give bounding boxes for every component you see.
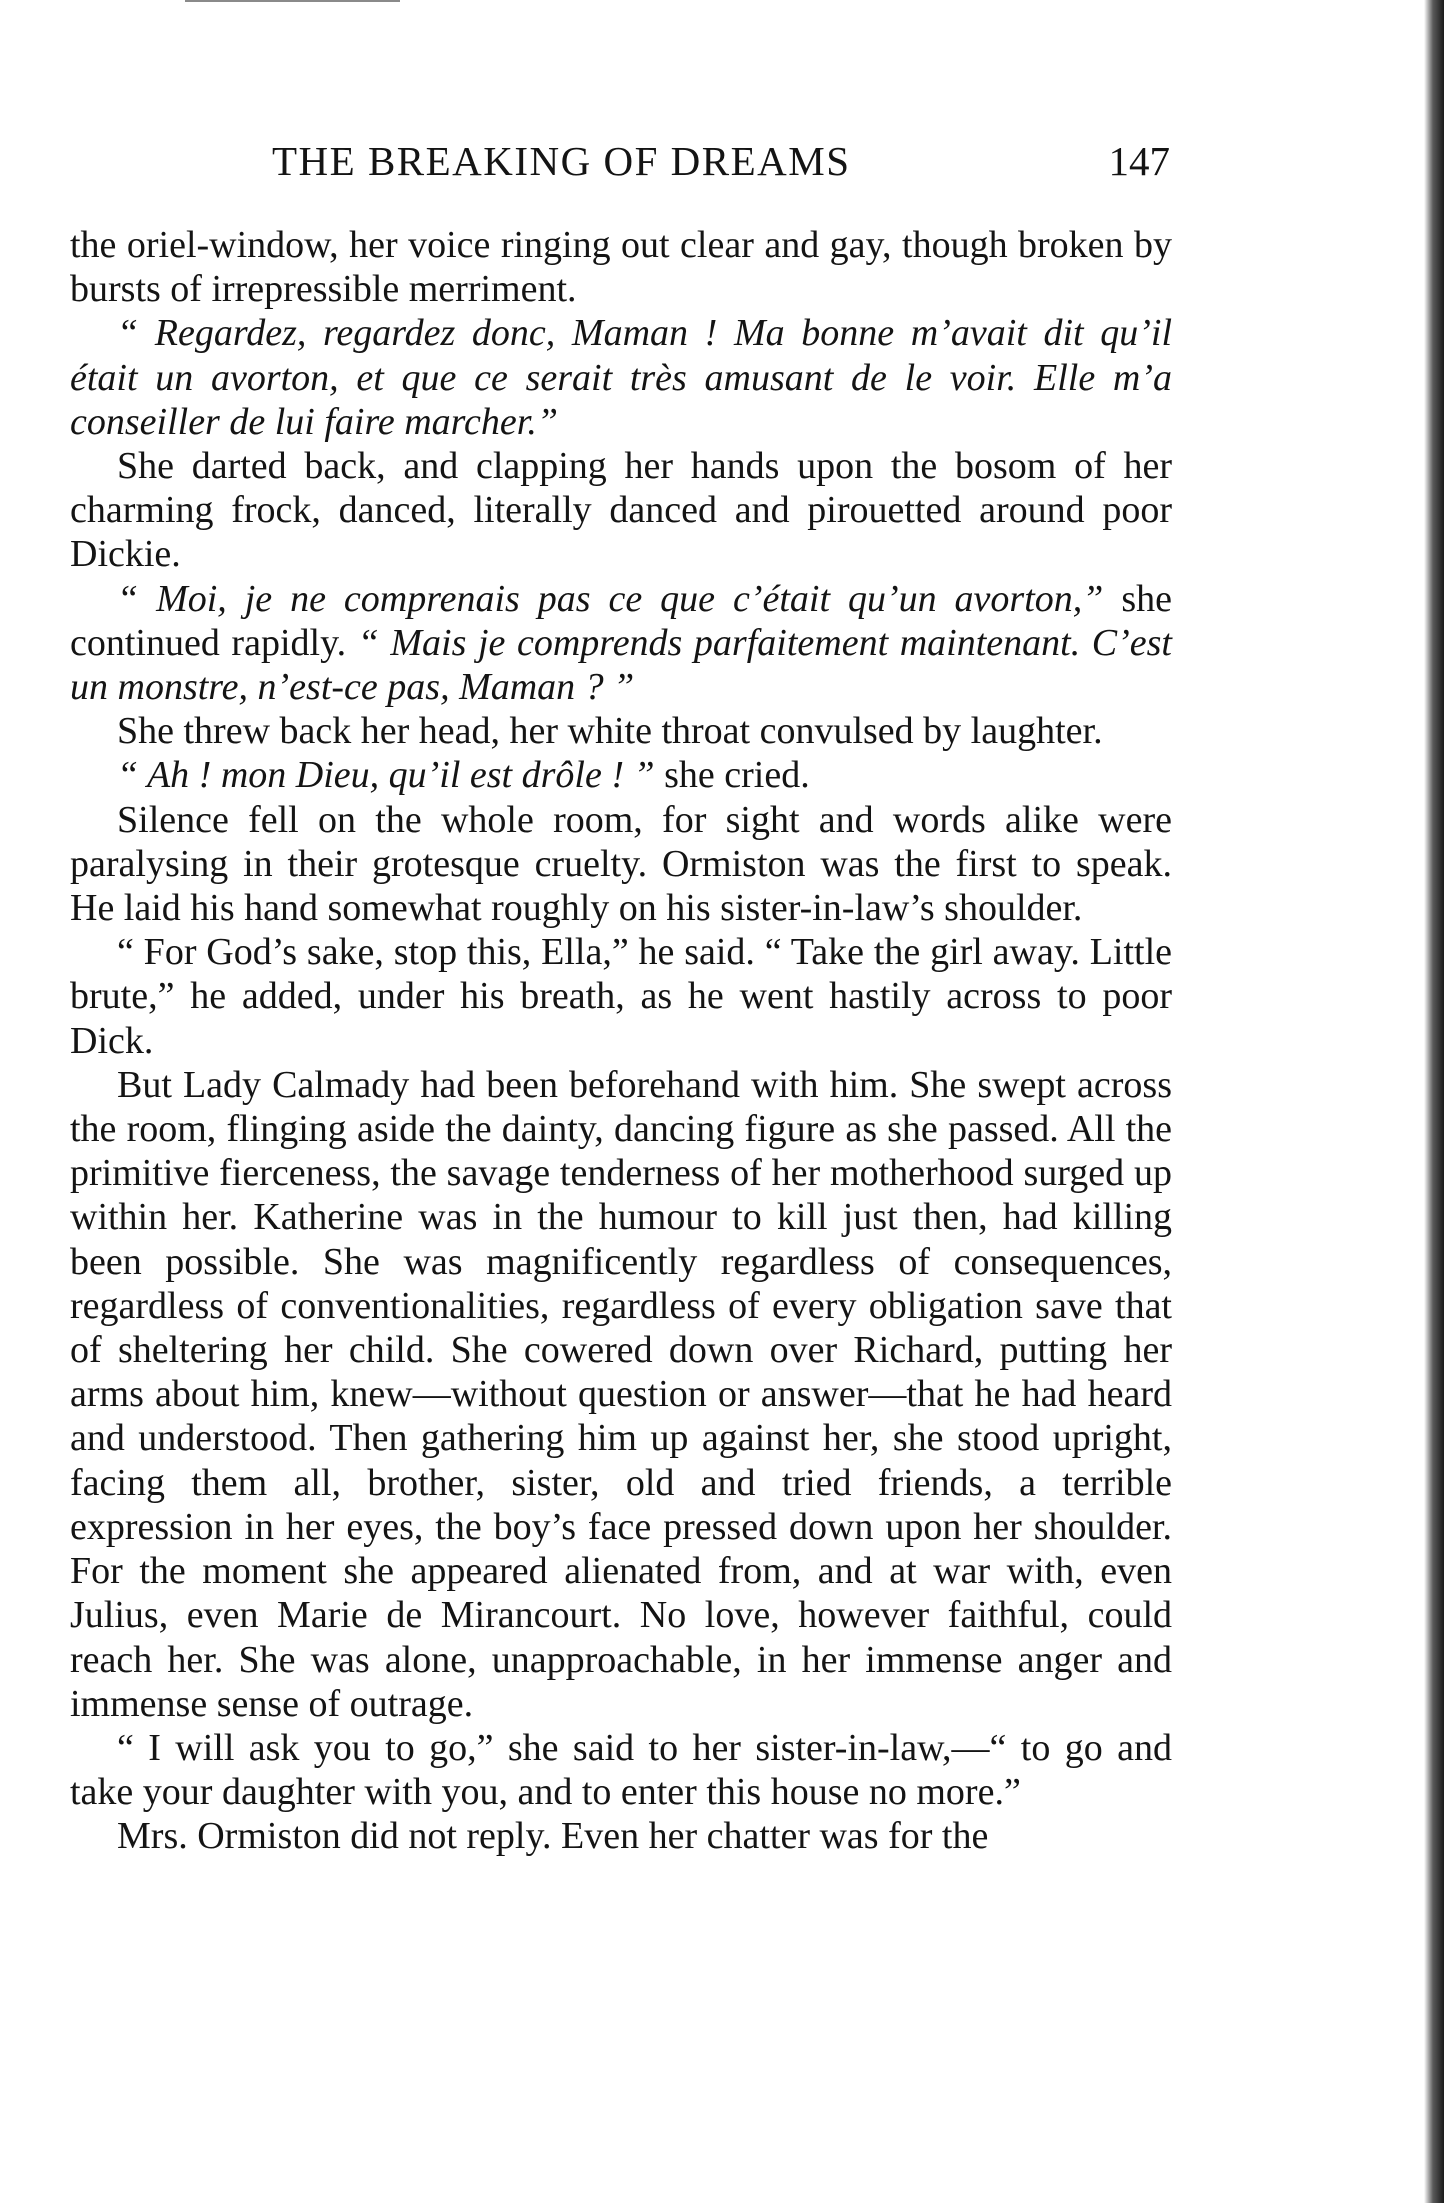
page-number: 147 — [1108, 138, 1170, 184]
narration: she continued rapidly. — [70, 577, 1172, 664]
body-text — [70, 223, 1172, 1859]
italic-quote: “ Mais je comprends parfaitement maintenant. C’est un monstre, n’est-ce pas, Maman ? ” — [70, 621, 1172, 709]
paragraph: She darted back, and clapping her hands upon the bosom of her charming frock, danced, literally danced and pirouetted around poor Dickie. — [70, 445, 1172, 576]
paragraph: Silence fell on the whole room, for sight and words alike were paralysing in their grotesque cruelty. Ormiston was the first to speak. He laid his hand somewhat roughly on his sister-in-law’s shoulder. — [70, 798, 1172, 930]
narration: she cried. — [664, 754, 810, 797]
italic-quote: “ Ah ! mon Dieu, qu’il est drôle ! ” — [117, 754, 665, 797]
paragraph: But Lady Calmady had been beforehand with him. She swept across the room, flinging aside the dainty, dancing figure as she passed. All the primitive fierceness, the savage tenderness of her motherhood surged up within her. Katherine was in the humour to kill just then, had killing been possible. She was magnificently regardless of consequences, regardless of conventionalities, regardless of every obligation save that of sheltering her child. She cowered down over Richard, putting her arms about him, knew—without question or answer—that he had heard and understood. Then gathering him up against her, she stood upright, facing them all, brother, sister, old and tried friends, a terrible expression in her eyes, the boy’s face pressed down upon her shoulder. For the moment she appeared alienated from, and at war with, even Julius, even Marie de Mirancourt. No love, however faithful, could reach her. She was alone, unapproachable, in her immense anger and immense sense of outrage. — [70, 1063, 1172, 1725]
paragraph: “ For God’s sake, stop this, Ella,” he said. “ Take the girl away. Little brute,” he added, under his breath, as he went hastily across to poor Dick. — [70, 931, 1172, 1062]
paragraph: “ I will ask you to go,” she said to her sister-in-law,—“ to go and take your daughter with you, and to enter this house no more.” — [70, 1726, 1172, 1814]
french-quote-paragraph: “ Regardez, regardez donc, Maman ! Ma bonne m’avait dit qu’il était un avorton, et que ce serait très amusant de le voir. Elle m’a conseiller de lui faire marcher.” — [70, 312, 1172, 443]
paragraph: the oriel-window, her voice ringing out clear and gay, though broken by bursts of irrepressible merriment. — [70, 224, 1172, 311]
paragraph: She threw back her head, her white throat convulsed by laughter. — [117, 710, 1103, 753]
italic-quote: “ Moi, je ne comprenais pas ce que c’était qu’un avorton,” — [117, 577, 1122, 620]
paragraph: Mrs. Ormiston did not reply. Even her chatter was for the — [117, 1815, 989, 1858]
mixed-quote-paragraph — [70, 753, 1172, 797]
running-header — [72, 137, 1170, 187]
scan-page-edge — [1424, 0, 1444, 2203]
running-title: THE BREAKING OF DREAMS — [272, 138, 851, 184]
scan-top-line — [185, 0, 400, 2]
mixed-quote-paragraph — [70, 577, 1172, 710]
